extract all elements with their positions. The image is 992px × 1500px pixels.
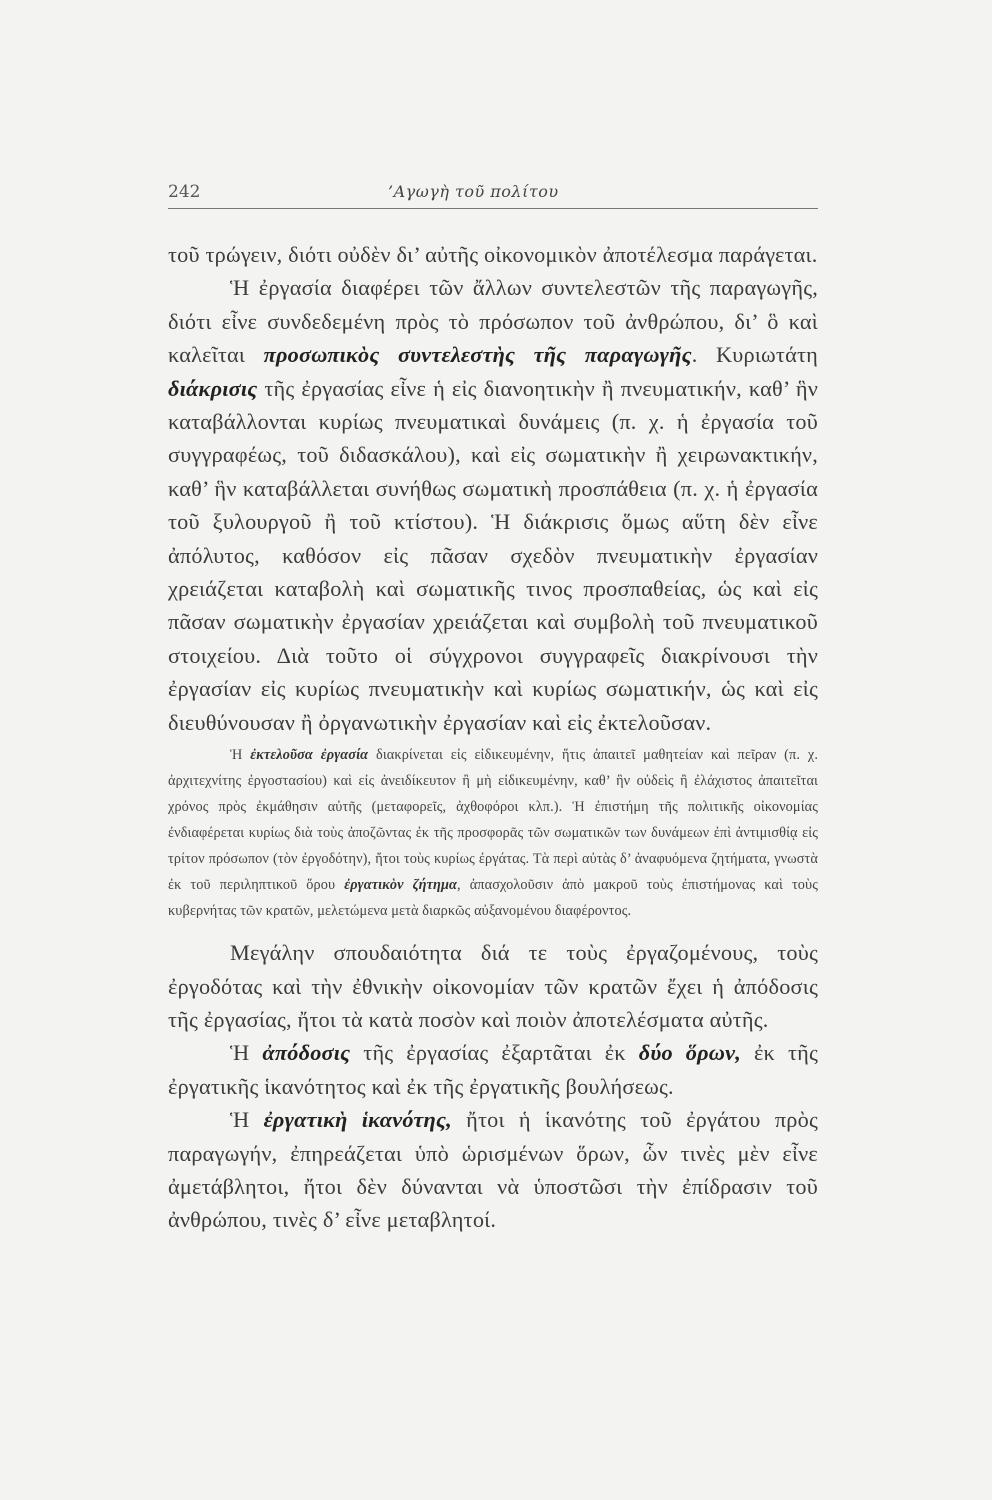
- text-run: Ἡ ἐργασία διαφέρει τῶν ἄλλων συντελεστῶν τῆς παραγωγῆς, διότι εἶνε συνδεδεμένη πρὸς τὸ πρόσωπον τοῦ ἀνθρώπου, δι’ ὃ καὶ καλεῖται: [168, 275, 818, 368]
- text-run: ἐκ τῆς ἐργατικῆς ἱκανότητος καὶ ἐκ τῆς ἐργατικῆς βουλήσεως.: [168, 1040, 818, 1099]
- emphasis-text: ἐκτελοῦσα ἐργασία: [250, 747, 369, 764]
- text-run: Μεγάλην σπουδαιότητα διά τε τοὺς ἐργαζομένους, τοὺς ἐργοδότας καὶ τὴν ἐθνικὴν οἰκονομίαν τῶν κρατῶν ἔχει ἡ ἀπόδοσις τῆς ἐργασίας, ἤτοι τὰ κατὰ ποσὸν καὶ ποιὸν ἀποτελέσματα αὐτῆς.: [168, 940, 818, 1032]
- body-text: [168, 238, 818, 1237]
- paragraph: [168, 1036, 818, 1103]
- running-title: ’Αγωγὴ τοῦ πολίτου: [388, 182, 559, 201]
- text-run: Ἡ: [230, 1040, 263, 1066]
- page-number: 242: [168, 182, 201, 202]
- emphasis-text: ἐργατικὸν ζήτημα: [344, 877, 458, 894]
- text-run: ἤτοι ἡ ἱκανότης τοῦ ἐργάτου πρὸς παραγωγήν, ἐπηρεάζεται ὑπὸ ὡρισμένων ὅρων, ὧν τινὲς μὲν εἶνε ἀμετάβλητοι, ἤτοι δὲν δύνανται νὰ ὑποστῶσι τὴν ἐπίδρασιν τοῦ ἀνθρώπου, τινὲς δ’ εἶνε μεταβλητοί.: [168, 1107, 819, 1233]
- paragraph: [168, 936, 818, 1036]
- text-run: Ἡ: [230, 1107, 264, 1133]
- header-rule: [168, 208, 818, 209]
- text-run: τοῦ τρώγειν, διότι οὐδὲν δι’ αὐτῆς οἰκονομικὸν ἀποτέλεσμα παράγεται.: [168, 242, 818, 267]
- emphasis-text: δύο ὅρων,: [638, 1040, 742, 1066]
- emphasis-text: ἀπόδοσις: [262, 1040, 351, 1066]
- text-run: , ἀπασχολοῦσιν ἀπὸ μακροῦ τοὺς ἐπιστήμονας καὶ τοὺς κυβερνήτας τῶν κρατῶν, μελετώμενα μετὰ διαρκῶς αὐξανομένου διαφέροντος.: [168, 877, 819, 920]
- text-run: τῆς ἐργασίας ἐξαρτᾶται ἐκ: [350, 1040, 639, 1066]
- footnote-paragraph: [168, 742, 818, 924]
- emphasis-text: ἐργατικὴ ἱκανότης,: [263, 1107, 452, 1133]
- emphasis-text: προσωπικὸς συντελεστὴς τῆς παραγωγῆς: [263, 342, 692, 368]
- paragraph: [168, 238, 818, 271]
- text-run: τῆς ἐργασίας εἶνε ἡ εἰς διανοητικὴν ἢ πνευματικήν, καθ’ ἣν καταβάλλονται κυρίως πνευματικαὶ δυνάμεις (π. χ. ἡ ἐργασία τοῦ συγγραφέως, τοῦ διδασκάλου), καὶ εἰς σωματικὴν ἢ χειρωνακτικήν, καθ’ ἣν καταβάλλεται συνήθως σωματικὴ προσπάθεια (π. χ. ἡ ἐργασία τοῦ ξυλουργοῦ ἢ τοῦ κτίστου). Ἡ διάκρισις ὅμως αὕτη δὲν εἶνε ἀπόλυτος, καθόσον εἰς πᾶσαν σχεδὸν πνευματικὴν ἐργασίαν χρειάζεται καταβολὴ καὶ σωματικῆς τινος προσπαθείας, ὡς καὶ εἰς πᾶσαν σωματικὴν ἐργασίαν χρειάζεται καὶ συμβολὴ τοῦ πνευματικοῦ στοιχείου. Διὰ τοῦτο οἱ σύγχρονοι συγγραφεῖς διακρίνουσι τὴν ἐργασίαν εἰς κυρίως πνευματικὴν καὶ κυρίως σωματικήν, ὡς καὶ εἰς διευθύνουσαν ἢ ὀργανωτικὴν ἐργασίαν καὶ εἰς ἐκτελοῦσαν.: [168, 375, 818, 735]
- paragraph: [168, 271, 818, 739]
- emphasis-text: διάκρισις: [168, 375, 258, 401]
- text-run: . Κυριωτάτη: [691, 342, 818, 368]
- text-run: Ἡ: [230, 747, 251, 764]
- text-run: διακρίνεται εἰς εἰδικευμένην, ἥτις ἀπαιτεῖ μαθητείαν καὶ πεῖραν (π. χ. ἀρχιτεχνίτης ἐργοστασίου) καὶ εἰς ἀνειδίκευτον ἢ μὴ εἰδικευμένην, καθ’ ἣν οὐδεὶς ἢ ἐλάχιστος ἀπαιτεῖται χρόνος πρὸς ἐκμάθησιν αὐτῆς (μεταφορεῖς, ἀχθοφόροι κλπ.). Ἡ ἐπιστήμη τῆς πολιτικῆς οἰκονομίας ἐνδιαφέρεται κυρίως διὰ τοὺς ἀποζῶντας ἐκ τῆς προσφορᾶς τῶν σωματικῶν των δυνάμεων ἐπὶ ἀντιμισθίᾳ εἰς τρίτον πρόσωπον (τὸν ἐργοδότην), ἤτοι τοὺς κυρίως ἐργάτας. Τὰ περὶ αὐτὰς δ’ ἀναφυόμενα ζητήματα, γνωστὰ ἐκ τοῦ περιληπτικοῦ ὅρου: [168, 747, 818, 894]
- paragraph: [168, 1103, 818, 1237]
